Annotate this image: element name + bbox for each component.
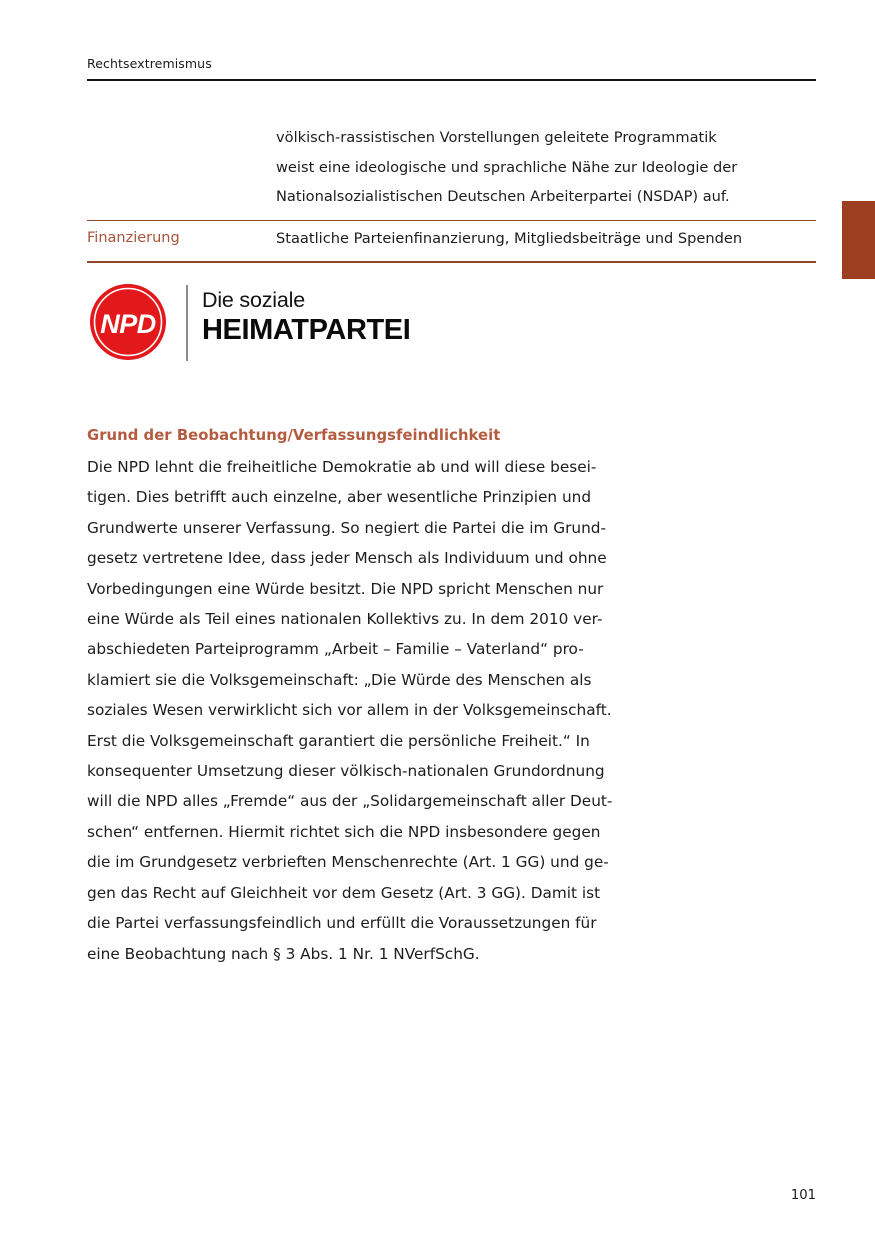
running-header: Rechtsextremismus (87, 56, 212, 71)
table-row-value: Staatliche Parteienfinanzierung, Mitgliedsbeiträge und Spenden (276, 229, 743, 247)
logo-tagline-top: Die soziale (202, 288, 305, 312)
paragraph-line: Die NPD lehnt die freiheitliche Demokratie ab und will diese besei- (87, 458, 597, 476)
paragraph-line: Grundwerte unserer Verfassung. So negiert die Partei die im Grund- (87, 518, 607, 537)
paragraph-line: eine Beobachtung nach § 3 Abs. 1 Nr. 1 NVerfSchG. (87, 944, 480, 963)
paragraph-line: soziales Wesen verwirklicht sich vor allem in der Volksgemeinschaft. (87, 701, 612, 720)
table-row-value (276, 120, 816, 212)
paragraph-line: gen das Recht auf Gleichheit vor dem Gesetz (Art. 3 GG). Damit ist (87, 883, 601, 902)
table-bottom-divider (87, 261, 816, 262)
paragraph-line: eine Würde als Teil eines nationalen Kollektivs zu. In dem 2010 ver- (87, 610, 603, 629)
table-row-label: Finanzierung (87, 229, 180, 246)
logo-divider (186, 285, 188, 361)
paragraph-line: schen“ entfernen. Hiermit richtet sich die NPD insbesondere gegen (87, 822, 601, 841)
table-row-label (87, 120, 276, 123)
logo-wordmark (202, 287, 410, 347)
logo-tagline-main: HEIMATPARTEI (202, 314, 411, 346)
paragraph-line: tigen. Dies betrifft auch einzelne, aber wesentliche Prinzipien und (87, 488, 592, 507)
section-paragraph (87, 452, 629, 969)
paragraph-line: Vorbedingungen eine Würde besitzt. Die NPD spricht Menschen nur (87, 579, 604, 598)
table-row-finanzierung (87, 221, 816, 254)
npd-logo (89, 283, 419, 373)
paragraph-line: klamiert sie die Volksgemeinschaft: „Die Würde des Menschen als (87, 670, 592, 689)
paragraph-line: gesetz vertretene Idee, dass jeder Mensch als Individuum und ohne (87, 549, 607, 568)
body-section (87, 426, 629, 969)
npd-roundel-icon (89, 283, 167, 361)
party-info-table (87, 120, 816, 263)
section-thumb-tab (842, 201, 875, 279)
section-heading: Grund der Beobachtung/Verfassungsfeindlichkeit (87, 427, 501, 444)
value-line: Nationalsozialistischen Deutschen Arbeiterpartei (NSDAP) auf. (276, 188, 730, 205)
paragraph-line: die im Grundgesetz verbrieften Menschenrechte (Art. 1 GG) und ge- (87, 853, 609, 872)
paragraph-line: will die NPD alles „Fremde“ aus der „Solidargemeinschaft aller Deut- (87, 792, 613, 811)
svg-text:NPD: NPD (100, 309, 156, 339)
value-line: völkisch-rassistischen Vorstellungen geleitete Programmatik (276, 129, 717, 146)
paragraph-line: die Partei verfassungsfeindlich und erfüllt die Voraussetzungen für (87, 914, 597, 933)
paragraph-line: Erst die Volksgemeinschaft garantiert die persönliche Freiheit.“ In (87, 731, 590, 750)
header-rule (87, 79, 816, 81)
paragraph-line: konsequenter Umsetzung dieser völkisch-nationalen Grundordnung (87, 762, 605, 781)
paragraph-line: abschiedeten Parteiprogramm „Arbeit – Familie – Vaterland“ pro- (87, 640, 584, 659)
table-row-continued (87, 120, 816, 212)
value-line: weist eine ideologische und sprachliche Nähe zur Ideologie der (276, 158, 738, 176)
page-number: 101 (790, 1188, 816, 1203)
